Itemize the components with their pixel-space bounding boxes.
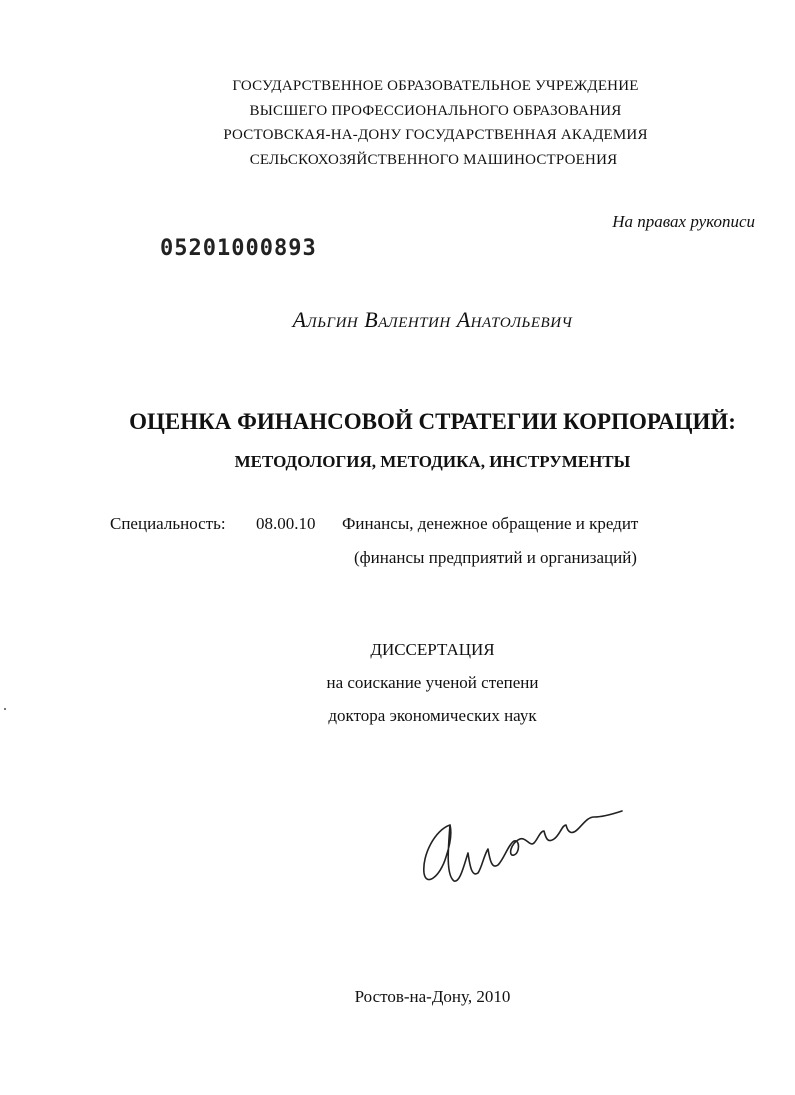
dissertation-type: ДИССЕРТАЦИЯ	[370, 640, 495, 659]
catalog-code: 05201000893	[160, 236, 317, 261]
institution-line-4: СЕЛЬСКОХОЗЯЙСТВЕННОГО МАШИНОСТРОЕНИЯ	[249, 152, 618, 168]
institution-line-3: РОСТОВСКАЯ-НА-ДОНУ ГОСУДАРСТВЕННАЯ АКАДЕМИЯ	[223, 127, 648, 143]
rights-note: На правах рукописи	[612, 212, 755, 231]
author-name: Альгин Валентин Анатольевич	[292, 307, 573, 332]
specialty-label: Специальность:	[110, 514, 226, 533]
specialty-name: Финансы, денежное обращение и кредит	[342, 514, 639, 533]
institution-line-2: ВЫСШЕГО ПРОФЕССИОНАЛЬНОГО ОБРАЗОВАНИЯ	[249, 103, 622, 119]
dissertation-purpose: на соискание ученой степени	[326, 673, 539, 692]
specialty-detail: (финансы предприятий и организаций)	[354, 548, 637, 567]
specialty-line	[110, 514, 638, 534]
dissertation-title: ОЦЕНКА ФИНАНСОВОЙ СТРАТЕГИИ КОРПОРАЦИЙ:	[129, 409, 736, 434]
dissertation-degree: доктора экономических наук	[328, 706, 537, 725]
specialty-code: 08.00.10	[256, 514, 316, 533]
dissertation-subtitle: МЕТОДОЛОГИЯ, МЕТОДИКА, ИНСТРУМЕНТЫ	[234, 452, 631, 471]
author-signature	[410, 795, 630, 895]
institution-line-1: ГОСУДАРСТВЕННОЕ ОБРАЗОВАТЕЛЬНОЕ УЧРЕЖДЕНИЕ	[232, 78, 639, 94]
place-and-year: Ростов-на-Дону, 2010	[354, 987, 511, 1006]
scan-speck	[4, 708, 6, 710]
